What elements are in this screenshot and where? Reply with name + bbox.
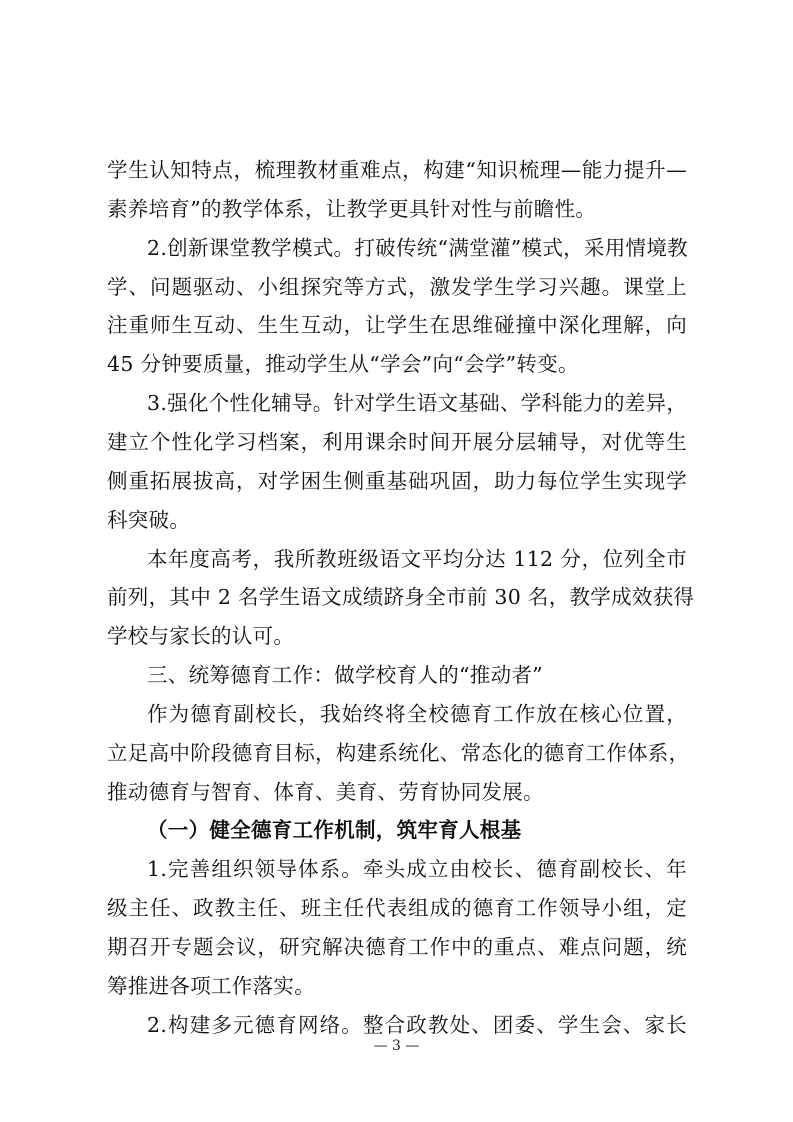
paragraph-line: 筹推进各项工作落实。: [107, 973, 315, 998]
paragraph-line: 注重师生互动、生生互动，让学生在思维碰撞中深化理解，向: [107, 313, 687, 338]
page-number: — 3 —: [373, 1038, 420, 1054]
paragraph-line: 2.创新课堂教学模式。打破传统“满堂灌”模式，采用情境教: [147, 235, 688, 260]
paragraph-line: 2.构建多元德育网络。整合政教处、团委、学生会、家长: [147, 1012, 687, 1037]
paragraph-line: 侧重拓展拔高，对学困生侧重基础巩固，助力每位学生实现学: [107, 468, 687, 493]
subsection-heading: （一）健全德育工作机制，筑牢育人根基: [147, 818, 522, 843]
paragraph-line: 期召开专题会议，研究解决德育工作中的重点、难点问题，统: [107, 935, 687, 959]
paragraph-line: 科突破。: [107, 507, 191, 532]
paragraph-line: 素养培育”的教学体系，让教学更具针对性与前瞻性。: [107, 196, 597, 221]
paragraph-line: 学校与家长的认可。: [107, 624, 295, 649]
paragraph-line: 3.强化个性化辅导。针对学生语文基础、学科能力的差异，: [147, 391, 688, 416]
paragraph-line: 学、问题驱动、小组探究等方式，激发学生学习兴趣。课堂上: [107, 274, 687, 299]
paragraph-line: 作为德育副校长，我始终将全校德育工作放在核心位置，: [147, 701, 687, 726]
paragraph-line: 前列，其中 2 名学生语文成绩跻身全市前 30 名，教学成效获得: [107, 585, 695, 610]
paragraph-line: 立足高中阶段德育目标，构建系统化、常态化的德育工作体系，: [107, 740, 690, 765]
paragraph-line: 建立个性化学习档案，利用课余时间开展分层辅导，对优等生: [107, 429, 687, 454]
paragraph-line: 本年度高考，我所教班级语文平均分达 112 分，位列全市: [147, 546, 687, 571]
paragraph-line: 1.完善组织领导体系。牵头成立由校长、德育副校长、年: [147, 857, 687, 882]
paragraph-line: 推动德育与智育、体育、美育、劳育协同发展。: [107, 779, 544, 804]
section-heading: 三、统筹德育工作：做学校育人的“推动者”: [147, 663, 543, 688]
paragraph-line: 45 分钟要质量，推动学生从“学会”向“会学”转变。: [107, 352, 579, 377]
paragraph-line: 级主任、政教主任、班主任代表组成的德育工作领导小组，定: [107, 896, 687, 921]
paragraph-line: 学生认知特点，梳理教材重难点，构建“知识梳理—能力提升—: [107, 158, 687, 182]
